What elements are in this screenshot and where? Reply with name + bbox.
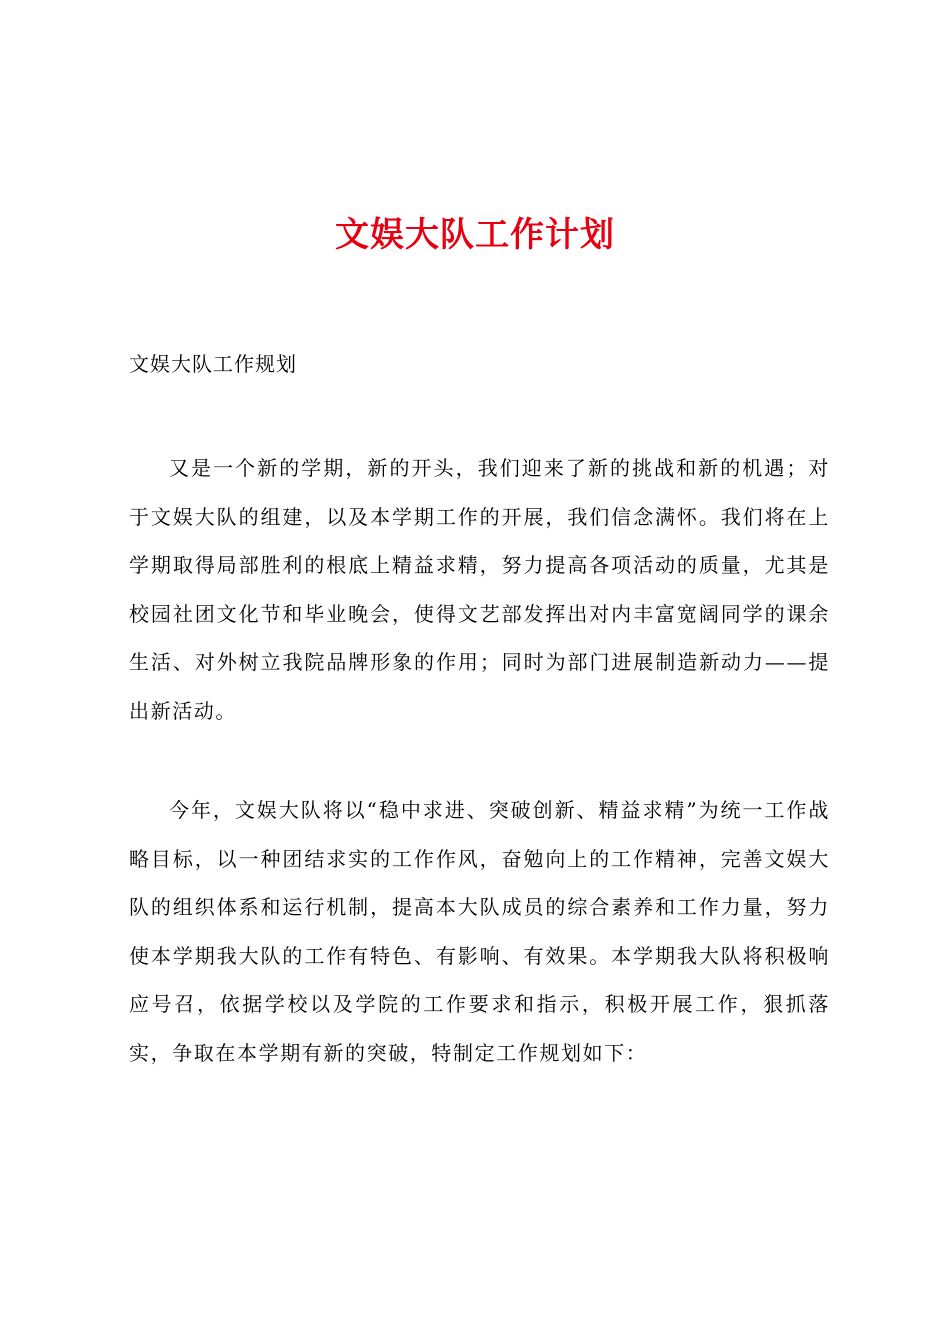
- paragraph-2: 今年，文娱大队将以“稳中求进、突破创新、精益求精”为统一工作战略目标，以一种团结求实的工作作风，奋勉向上的工作精神，完善文娱大队的组织体系和运行机制，提高本大队成员的综合素养和工作力量，努力使本学期我大队的工作有特色、有影响、有效果。本学期我大队将积极响应号召，依据学校以及学院的工作要求和指示，积极开展工作，狠抓落实，争取在本学期有新的突破，特制定工作规划如下：: [129, 798, 830, 1065]
- paragraph-1: 又是一个新的学期，新的开头，我们迎来了新的挑战和新的机遇；对于文娱大队的组建，以及本学期工作的开展，我们信念满怀。我们将在上学期取得局部胜利的根底上精益求精，努力提高各项活动的质量，尤其是校园社团文化节和毕业晚会，使得文艺部发挥出对内丰富宽阔同学的课余生活、对外树立我院品牌形象的作用；同时为部门进展制造新动力——提出新活动。: [129, 456, 830, 723]
- document-title: 文娱大队工作计划: [335, 215, 615, 255]
- document-subtitle: 文娱大队工作规划: [129, 352, 297, 376]
